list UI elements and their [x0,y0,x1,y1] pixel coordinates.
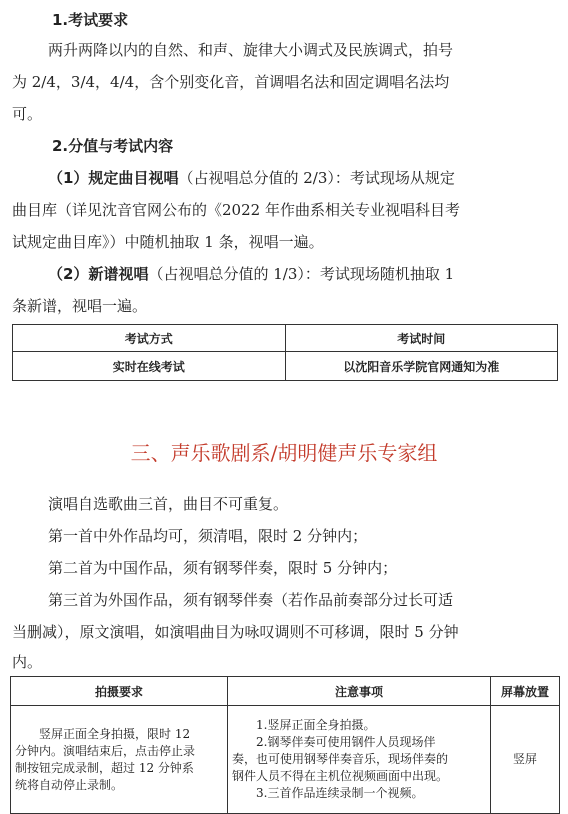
item-2-line [48,264,556,284]
paragraph-line: 两升两降以内的自然、和声、旋律大小调式及民族调式，拍号 [48,41,454,59]
paragraph-line: 演唱自选歌曲三首，曲目不可重复。 [48,495,289,513]
table-header: 拍摄要求 [11,677,228,706]
paragraph-line: 内。 [12,653,43,671]
paragraph-line: 为 2/4，3/4，4/4，含个别变化音，首调唱名法和固定调唱名法均 [12,73,450,91]
table-header: 考试时间 [285,325,558,352]
paragraph-line: 第二首为中国作品，须有钢琴伴奏，限时 5 分钟内； [48,559,398,577]
heading-exam-requirements: 1.考试要求 [52,11,129,29]
item-2-label: （2）新谱视唱 [48,265,149,283]
table-cell: 实时在线考试 [13,352,286,381]
recording-requirements-table [10,676,560,814]
cell-line: 分钟内。演唱结束后，点击停止录 [15,743,196,758]
cell-line: 1.竖屏正面全身拍摄。 [256,718,376,732]
item-1-text: （占视唱总分值的 2/3）：考试现场从规定 [178,169,455,187]
cell-line: 竖屏正面全身拍摄，限时 12 [39,726,191,741]
item-1-label: （1）规定曲目视唱 [48,169,179,187]
cell-line: 3.三首作品连续录制一个视频。 [256,786,424,800]
cell-line: 奏，也可使用钢琴伴奏音乐，现场伴奏的 [232,752,449,766]
shooting-requirements-cell [11,706,228,814]
table-header: 考试方式 [13,325,286,352]
screen-placement-cell: 竖屏 [491,706,560,814]
section-title-vocal: 三、声乐歌剧系/胡明健声乐专家组 [130,441,438,465]
table-cell: 以沈阳音乐学院官网通知为准 [285,352,558,381]
notes-cell [228,706,491,814]
table-row [11,706,560,814]
paragraph-line: 可。 [12,105,43,123]
table-row [13,352,558,381]
paragraph-line: 试规定曲目库》）中随机抽取 1 条，视唱一遍。 [12,233,324,251]
paragraph-line: 曲目库（详见沈音官网公布的《2022 年作曲系相关专业视唱科目考 [12,201,460,219]
cell-line: 2.钢琴伴奏可使用钢件人员现场伴 [256,735,436,749]
item-1-line [48,168,556,188]
cell-line: 钢件人员不得在主机位视频画面中出现。 [232,769,449,783]
cell-line: 制按钮完成录制，超过 12 分钟系 [15,760,194,775]
cell-line: 统将自动停止录制。 [15,777,124,792]
table-header: 注意事项 [228,677,491,706]
exam-method-table [12,324,558,381]
item-2-text: （占视唱总分值的 1/3）：考试现场随机抽取 1 [148,265,455,283]
paragraph-line: 第一首中外作品均可，须清唱，限时 2 分钟内； [48,527,368,545]
paragraph-line: 当删减），原文演唱，如演唱曲目为咏叹调则不可移调，限时 5 分钟 [12,623,459,641]
heading-score-content: 2.分值与考试内容 [52,137,174,155]
table-header: 屏幕放置 [491,677,560,706]
paragraph-line: 第三首为外国作品，须有钢琴伴奏（若作品前奏部分过长可适 [48,591,454,609]
paragraph-line: 条新谱，视唱一遍。 [12,297,148,315]
